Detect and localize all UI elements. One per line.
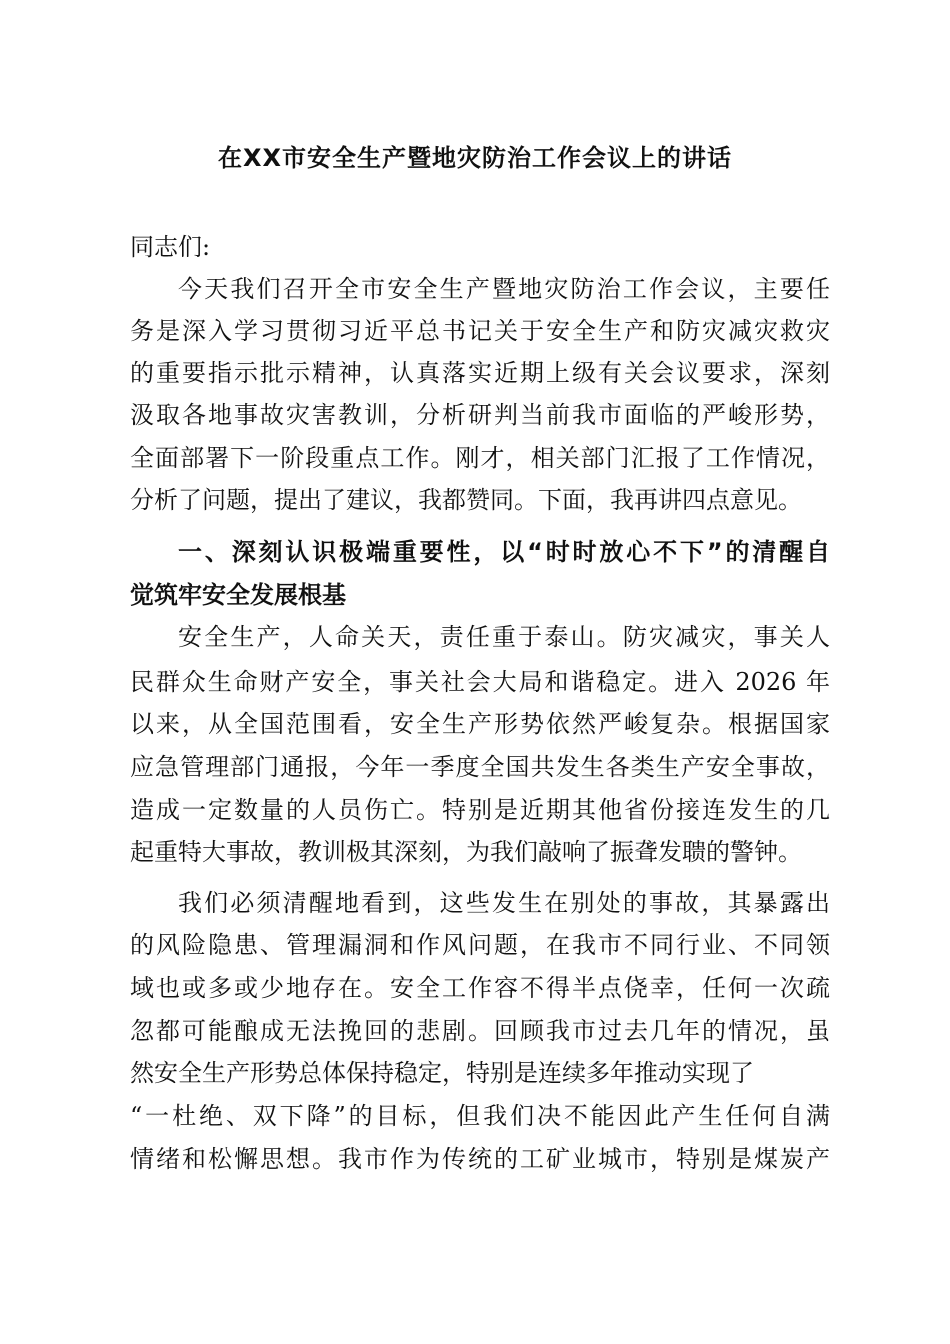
section-heading-line-2: 觉筑牢安全发展根基 <box>130 581 346 609</box>
paragraph1-line-2: 务是深入学习贯彻习近平总书记关于安全生产和防灾减灾救灾 <box>130 317 830 345</box>
paragraph1-line-5: 全面部署下一阶段重点工作。刚才，相关部门汇报了工作情况， <box>130 444 830 472</box>
paragraph3-line-4: 忽都可能酿成无法挽回的悲剧。回顾我市过去几年的情况，虽 <box>130 1017 830 1045</box>
paragraph3-line-2: 的风险隐患、管理漏洞和作风问题，在我市不同行业、不同领 <box>130 931 830 959</box>
document-title: 在XX市安全生产暨地灾防治工作会议上的讲话 <box>217 144 732 172</box>
paragraph1-line-1: 今天我们召开全市安全生产暨地灾防治工作会议，主要任 <box>178 275 830 303</box>
paragraph3-line-5: 然安全生产形势总体保持稳定，特别是连续多年推动实现了 <box>130 1059 754 1087</box>
paragraph1-line-4: 汲取各地事故灾害教训，分析研判当前我市面临的严峻形势， <box>130 401 830 429</box>
paragraph3-line-7: 情绪和松懈思想。我市作为传统的工矿业城市，特别是煤炭产 <box>130 1145 830 1173</box>
paragraph2-line-4: 应急管理部门通报，今年一季度全国共发生各类生产安全事故， <box>130 753 830 781</box>
section-heading-line-1: 一、深刻认识极端重要性，以“时时放心不下”的清醒自 <box>178 538 830 566</box>
paragraph3-line-6: “一杜绝、双下降”的目标，但我们决不能因此产生任何自满 <box>130 1102 830 1130</box>
paragraph1-line-3: 的重要指示批示精神，认真落实近期上级有关会议要求，深刻 <box>130 359 830 387</box>
salutation: 同志们: <box>130 233 211 261</box>
paragraph3-line-3: 域也或多或少地存在。安全工作容不得半点侥幸，任何一次疏 <box>130 974 830 1002</box>
paragraph2-line-1: 安全生产，人命关天，责任重于泰山。防灾减灾，事关人 <box>178 623 830 651</box>
paragraph2-line-6: 起重特大事故，教训极其深刻，为我们敲响了振聋发聩的警钟。 <box>130 838 802 866</box>
paragraph2-line-2: 民群众生命财产安全，事关社会大局和谐稳定。进入 2026 年 <box>130 668 830 696</box>
paragraph2-line-3: 以来，从全国范围看，安全生产形势依然严峻复杂。根据国家 <box>130 710 830 738</box>
paragraph3-line-1: 我们必须清醒地看到，这些发生在别处的事故，其暴露出 <box>178 889 830 917</box>
paragraph1-line-6: 分析了问题，提出了建议，我都赞同。下面，我再讲四点意见。 <box>130 486 802 514</box>
paragraph2-line-5: 造成一定数量的人员伤亡。特别是近期其他省份接连发生的几 <box>130 796 830 824</box>
